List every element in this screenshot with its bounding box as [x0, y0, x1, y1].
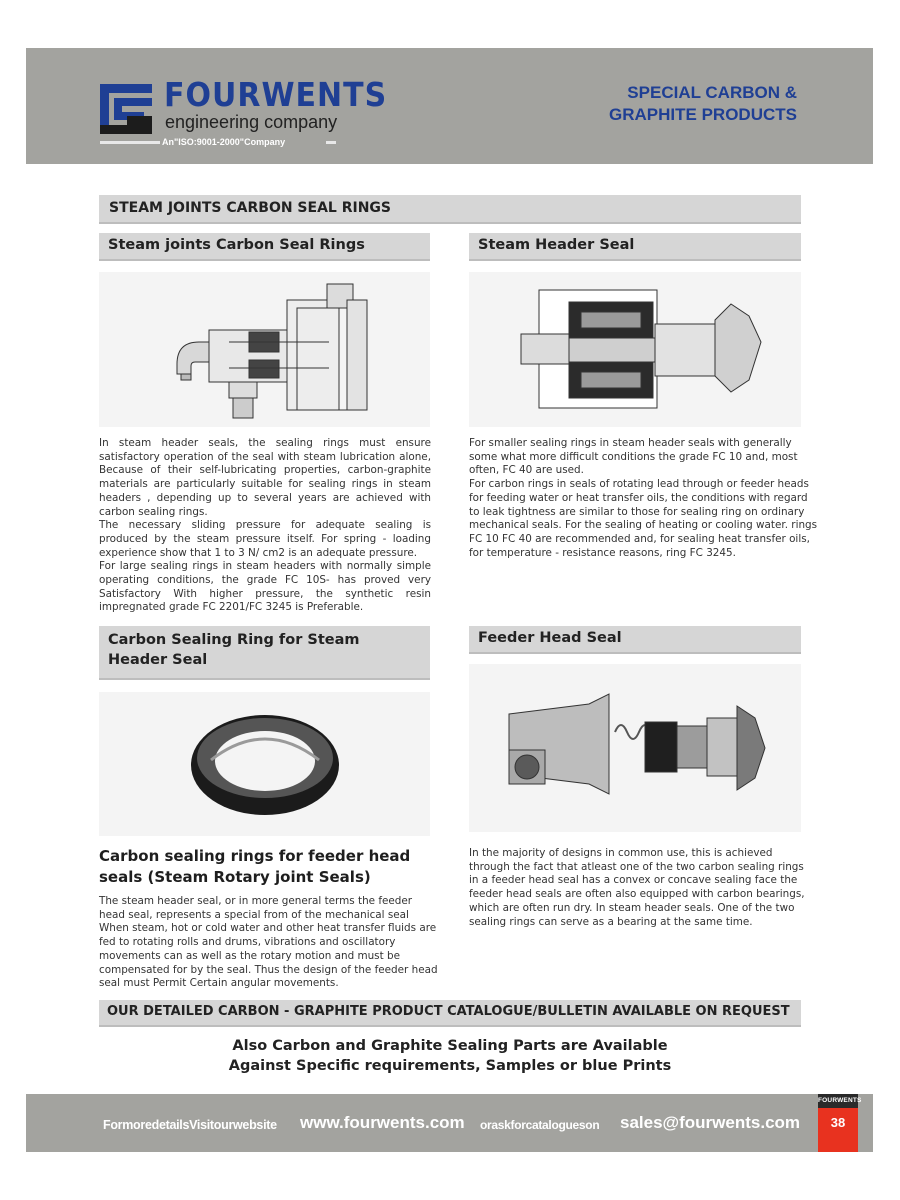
feeder-head-seal-photo [469, 664, 801, 832]
section-title-carbon-sealing-ring: Carbon Sealing Ring for Steam Header Seal [99, 626, 430, 680]
email-link[interactable]: sales@fourwents.com [620, 1113, 801, 1132]
steam-header-text: For smaller sealing rings in steam header seals with generally some what more difficult conditions the grade FC 10 and, most often, FC 40 are used. For carbon rings in seals of rotating lead through or feeder heads for feeding water or heat transfer oils, the conditions with regard to leak tightness are similar to those for sealing ring on ordinary mechanical seals. For the sealing of heating or cooling water. rings FC 10 FC 40 are recommended and, for sealing heat transfer oils, for temperature - resistance reasons, ring FC 3245. [469, 437, 818, 559]
steam-joint-drawing [99, 272, 430, 427]
section-title-feeder-head: Feeder Head Seal [469, 626, 801, 654]
footer-ask-text: oraskforcatalogueson [480, 1118, 600, 1132]
iso-statement: An"ISO:9001-2000"Company [162, 137, 286, 147]
brand-subtitle: engineering company [165, 112, 338, 132]
website-link[interactable]: www.fourwents.com [300, 1113, 465, 1132]
steam-joints-text: In steam header seals, the sealing rings must ensure satisfactory operation of the seal with steam lubrication alone, Because of their self-lubricating properties, carbon-graphite materials are particularly suitable for sealing rings in steam headers , depending up to several years are achieved with carbon sealing rings. The necessary sliding pressure for adequate sealing is produced by the steam pressure itself. For spring - loading experience show that 1 to 3 N/ cm2 is an adequate pressure. For large sealing rings in steam headers with normally simple operating conditions, the grade FC 10S- has proved very Satisfactory With higher pressure, the synthetic resin impregnated grade FC 2201/FC 3245 is Preferable. [99, 437, 431, 614]
special-products-title: SPECIAL CARBON & GRAPHITE PRODUCTS [609, 83, 797, 124]
footer-details-text: FormoredetailsVisitourwebsite [103, 1118, 277, 1132]
main-title-bar: STEAM JOINTS CARBON SEAL RINGS [99, 195, 801, 224]
page-number: 38 [818, 1108, 858, 1152]
carbon-sealing-ring-photo [99, 692, 430, 836]
steam-header-seal-drawing [469, 272, 801, 427]
fourwents-logo-icon [100, 84, 152, 134]
section-title-steam-joints: Steam joints Carbon Seal Rings [99, 233, 430, 261]
catalog-request-bar: OUR DETAILED CARBON - GRAPHITE PRODUCT CATALOGUE/BULLETIN AVAILABLE ON REQUEST [99, 1000, 801, 1027]
section-title-steam-header: Steam Header Seal [469, 233, 801, 261]
feeder-head-right-text: In the majority of designs in common use, this is achieved through the fact that atleast one of the two carbon sealing rings in a feeder head seal has a convex or concave sealing face the feeder head seals are often also equipped with carbon bearings, which are often run dry. In steam header seals. One of the two sealing rings can serve as a bearing at the same time. [469, 847, 805, 928]
feeder-head-left-text: The steam header seal, or in more general terms the feeder head seal, represents a special from of the mechanical seal When steam, hot or cold water and other heat transfer fluids are fed to rotating rolls and drums, vibrations and oscillatory movements can as well as the rotary motion and must be compensated for by the seal. Thus the design of the feeder head seal must Permit Certain angular movements. [99, 895, 438, 990]
feeder-head-heading: Carbon sealing rings for feeder head seals (Steam Rotary joint Seals) [99, 847, 411, 886]
badge-brand: FOURWENTS [818, 1094, 858, 1108]
page-header [26, 48, 873, 164]
brand-name: FOURWENTS [164, 76, 388, 115]
also-available-note: Also Carbon and Graphite Sealing Parts are Available Against Specific requirements, Samples or blue Prints [228, 1038, 672, 1074]
page-footer [26, 1094, 873, 1152]
page-badge [818, 1094, 862, 1152]
